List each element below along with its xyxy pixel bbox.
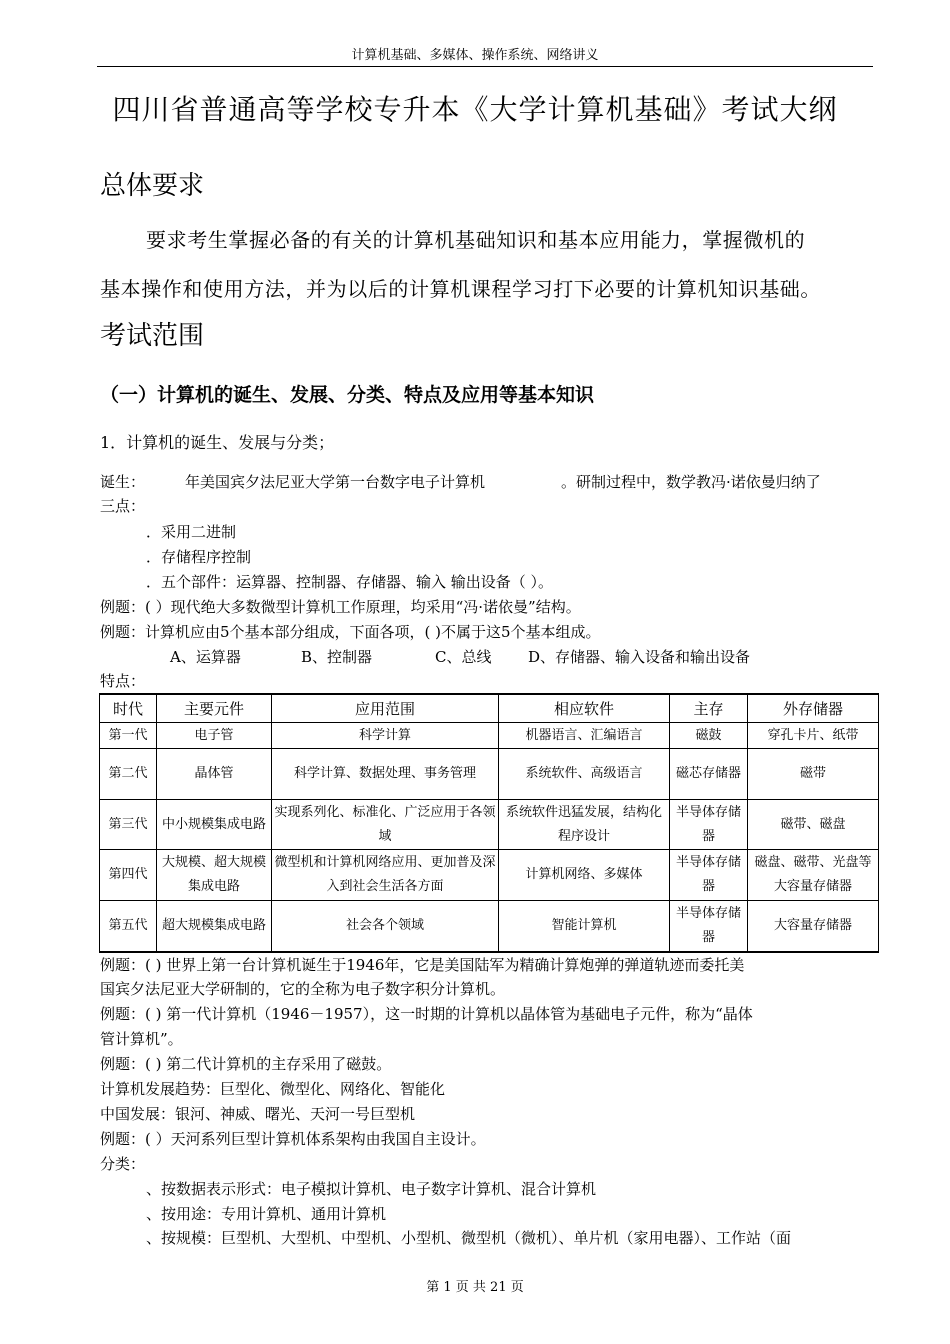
document-title: 四川省普通高等学校专升本《大学计算机基础》考试大纲	[112, 93, 838, 126]
option-d: D、存储器、输入设备和输出设备	[528, 648, 751, 666]
table-cell: 科学计算	[272, 723, 499, 749]
heading-exam-scope: 考试范围	[100, 321, 205, 351]
example-first-computer-line2: 国宾夕法尼亚大学研制的，它的全称为电子数字积分计算机。	[100, 980, 506, 998]
table-cell: 大规模、超大规模集成电路	[157, 850, 272, 901]
subheading-section-1: （一）计算机的诞生、发展、分类、特点及应用等基本知识	[100, 384, 595, 406]
example-first-generation-line2: 管计算机”。	[100, 1030, 183, 1048]
classification-label: 分类：	[100, 1155, 146, 1173]
table-cell: 中小规模集成电路	[157, 800, 272, 850]
header-rule	[97, 66, 873, 67]
table-cell: 实现系列化、标准化、广泛应用于各领域	[272, 800, 499, 850]
table-cell: 磁鼓	[670, 723, 748, 749]
table-cell: 社会各个领域	[272, 901, 499, 952]
birth-text: 年美国宾夕法尼亚大学第一台数字电子计算机	[185, 473, 486, 491]
example-first-generation-line1: 例题：( ) 第一代计算机（1946－1957），这一时期的计算机以晶体管为基础电子元件，称为“晶体	[100, 1005, 753, 1023]
col-header-era: 时代	[100, 694, 157, 723]
table-cell: 半导体存储器	[670, 850, 748, 901]
table-cell: 微型机和计算机网络应用、更加普及深入到社会生活各方面	[272, 850, 499, 901]
point-stored-program: ．存储程序控制	[146, 548, 252, 566]
col-header-software: 相应软件	[499, 694, 670, 723]
option-b: B、控制器	[301, 648, 373, 666]
table-cell: 半导体存储器	[670, 800, 748, 850]
example-first-computer-line1: 例题：( ) 世界上第一台计算机诞生于1946年，它是美国陆军为精确计算炮弹的弹道轨迹而委托美	[100, 956, 745, 974]
table-header-row	[100, 694, 879, 723]
classification-by-use: 、按用途：专用计算机、通用计算机	[146, 1205, 387, 1223]
overall-para-line2: 基本操作和使用方法，并为以后的计算机课程学习打下必要的计算机知识基础。	[100, 277, 821, 301]
option-c: C、总线	[435, 648, 492, 666]
table-cell: 磁带	[748, 749, 879, 800]
page-footer: 第 1 页 共 21 页	[426, 1280, 524, 1295]
table-cell: 磁芯存储器	[670, 749, 748, 800]
birth-three-points: 三点：	[100, 497, 146, 515]
table-cell: 超大规模集成电路	[157, 901, 272, 952]
table-row	[100, 901, 879, 952]
example-second-generation: 例题：( ) 第二代计算机的主存采用了磁鼓。	[100, 1055, 392, 1073]
table-cell: 半导体存储器	[670, 901, 748, 952]
table-cell: 计算机网络、多媒体	[499, 850, 670, 901]
table-cell: 穿孔卡片、纸带	[748, 723, 879, 749]
table-cell: 第二代	[100, 749, 157, 800]
col-header-external-storage: 外存储器	[748, 694, 879, 723]
option-a: A、运算器	[170, 648, 241, 666]
table-row	[100, 723, 879, 749]
classification-by-scale: 、按规模：巨型机、大型机、中型机、小型机、微型机（微机）、单片机（家用电器）、工作站（面	[146, 1229, 792, 1247]
heading-overall-requirements: 总体要求	[100, 171, 205, 201]
table-row	[100, 749, 879, 800]
china-development: 中国发展：银河、神威、曙光、天河一号巨型机	[100, 1105, 416, 1123]
table-cell: 系统软件迅猛发展，结构化程序设计	[499, 800, 670, 850]
col-header-application: 应用范围	[272, 694, 499, 723]
table-cell: 智能计算机	[499, 901, 670, 952]
running-header: 计算机基础、多媒体、操作系统、网络讲义	[351, 48, 599, 63]
table-cell: 机器语言、汇编语言	[499, 723, 670, 749]
table-cell: 晶体管	[157, 749, 272, 800]
development-trend: 计算机发展趋势：巨型化、微型化、网络化、智能化	[100, 1080, 446, 1098]
example-von-neumann: 例题：( ）现代绝大多数微型计算机工作原理，均采用“冯·诺依曼”结构。	[100, 598, 581, 616]
example-tianhe: 例题：( ）天河系列巨型计算机体系架构由我国自主设计。	[100, 1130, 486, 1148]
table-cell: 第三代	[100, 800, 157, 850]
birth-tail: 。研制过程中，数学教冯·诺依曼归纳了	[561, 473, 821, 491]
example-five-parts: 例题：计算机应由5个基本部分组成，下面各项，( )不属于这5个基本组成。	[100, 623, 601, 641]
table-cell: 第五代	[100, 901, 157, 952]
col-header-main-memory: 主存	[670, 694, 748, 723]
table-row	[100, 850, 879, 901]
table-cell: 第四代	[100, 850, 157, 901]
table-cell: 磁盘、磁带、光盘等大容量存储器	[748, 850, 879, 901]
point-binary: ．采用二进制	[146, 523, 237, 541]
table-cell: 第一代	[100, 723, 157, 749]
table-cell: 大容量存储器	[748, 901, 879, 952]
table-row	[100, 800, 879, 850]
overall-para-line1: 要求考生掌握必备的有关的计算机基础知识和基本应用能力，掌握微机的	[146, 228, 806, 252]
features-label: 特点：	[100, 672, 146, 690]
table-cell: 磁带、磁盘	[748, 800, 879, 850]
item-1-heading: 1．计算机的诞生、发展与分类；	[100, 433, 335, 452]
birth-label: 诞生：	[100, 473, 146, 491]
col-header-component: 主要元件	[157, 694, 272, 723]
computer-generations-table	[99, 693, 879, 953]
classification-by-data: 、按数据表示形式：电子模拟计算机、电子数字计算机、混合计算机	[146, 1180, 597, 1198]
table-cell: 电子管	[157, 723, 272, 749]
point-five-components: ．五个部件：运算器、控制器、存储器、输入 输出设备（ ）。	[146, 573, 554, 591]
table-cell: 系统软件、高级语言	[499, 749, 670, 800]
table-cell: 科学计算、数据处理、事务管理	[272, 749, 499, 800]
